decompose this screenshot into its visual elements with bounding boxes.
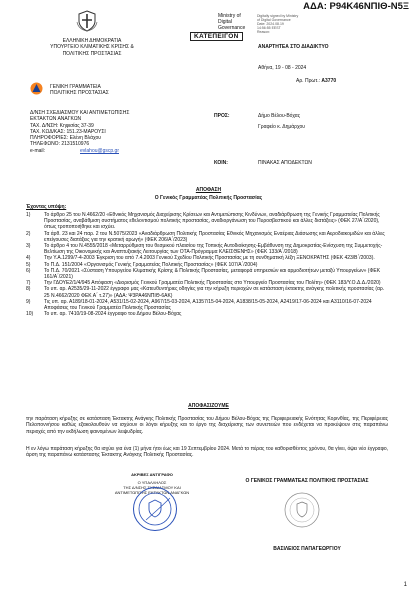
we-decide-title: ΑΠΟΦΑΣΙΖΟΥΜΕ [188,403,229,409]
org-line-1: ΕΛΛΗΝΙΚΗ ΔΗΜΟΚΡΑΤΙΑ [62,38,122,44]
sig-line2: Digital [218,19,232,25]
gscp-line-1: ΓΕΝΙΚΗ ΓΡΑΜΜΑΤΕΙΑ [50,84,101,90]
posted-online: ΑΝΑΡΤΗΤΕΑ ΣΤΟ ΔΙΑΔΙΚΤΥΟ [258,44,329,50]
sig-detail: of Digital Governance [257,18,291,22]
copy-line-3: ΤΗΣ Δ/ΝΣΗΣ ΣΧΕΔΙΑΣΜΟΥ ΚΑΙ [123,485,181,490]
item-number: 5) [26,261,31,268]
dept-line-1: Δ/ΝΣΗ ΣΧΕΔΙΑΣΜΟΥ ΚΑΙ ΑΝΤΙΜΕΤΩΠΙΣΗΣ [30,110,130,116]
list-item [26,231,388,243]
cc-value: ΠΙΝΑΚΑΣ ΑΠΟΔΕΚΤΩΝ [258,160,312,166]
protocol-number [296,78,336,84]
to-label: ΠΡΟΣ: [214,113,230,119]
item-number: 6) [26,267,31,274]
item-text: Το υπ. αρ. 7410/19-08-2024 έγγραφο του Δήμου Βέλου-Βόχας [44,311,182,318]
sig-detail: 14:56:55 EEST [257,26,281,30]
decision-subtitle: Ο Γενικός Γραμματέας Πολιτικής Προστασίας [154,195,263,201]
protocol-label: Αρ. Πρωτ.: [296,78,320,84]
sig-detail: Digitally signed by Ministry [257,14,299,18]
item-number: 2) [26,230,31,237]
ada-code: ΑΔΑ: Ρ94Κ46ΝΠΙΘ-Ν5Ξ [303,1,409,12]
item-text: Το υπ. αρ. Α2535/29-11-2022 έγγραφο μας «Κατευθυντήριες οδηγίες για την κήρυξη περιοχών σε κατάσταση έκτακτης ανάγκης πολιτικής προστασίας (αρ. 25 Ν.4662/2020 ΦΕΚ Α΄ τ.27)» (ΑΔΑ: Ψ3ΡΑ46ΝΠΙΘ-6ΑΚ) [44,286,385,299]
item-text: Το άρθρο 4 του Ν.4555/2018 «Μεταρρύθμιση του θεσμικού πλαισίου της Τοπικής Αυτοδιοίκησης-Εμβάθυνση της Δημοκρατίας-Ενίσχυση της Συμμετοχής-Βελτίωση της Οικονομικής και Αναπτυξιακής Λειτουργίας των ΟΤΑ-Πρόγραμμα ΚΛΕΙΣΘΕΝΗΣ» (ΦΕΚ 133/Α΄/2018) [44,243,383,256]
sig-detail: Date: 2024.08.19 [257,22,284,26]
list-item [26,299,388,311]
gscp-header [50,84,150,97]
org-line-2: ΥΠΟΥΡΓΕΙΟ ΚΛΙΜΑΤΙΚΗΣ ΚΡΙΣΗΣ & [50,44,134,51]
item-text: Τα άρθ. 23 και 24 παρ. 2 του Ν.5075/2023 «Αναδιάρθρωση Πολιτικής Προστασίας Εθνικός Μηχανισμός Εναέριας Διάσωσης και Αεροδιακομιδών και άλλες επείγουσες διατάξεις για την κρατική αρωγή» (ΦΕΚ 206/Α΄/2023) [44,230,385,243]
recipient-office: Γραφείο κ. Δημάρχου [258,124,305,130]
decision-title: ΑΠΟΦΑΣΗ [195,187,222,193]
decision-paragraph-2: Η εν λόγω παράταση κήρυξης θα ισχύει για ένα (1) μήνα ήτοι έως και 19 Σεπτεμβρίου 2024. Μετά το πέρας του καθορισθέντος χρόνου, θα γίνει, όψει νέο έγγραφο, άρση της παραπάνω κατάστασης Έκτακτης Ανάγκης Πολιτικής Προστασίας. [26,446,388,459]
considering-heading: Έχοντας υπόψη: [26,204,67,210]
org-header [36,38,148,57]
list-item [26,311,388,317]
digital-signature-details [257,14,303,33]
item-number: 4) [26,255,31,262]
greek-emblem-icon [76,10,98,32]
item-text: Το άρθρο 25 του Ν.4662/20 «Εθνικός Μηχανισμός Διαχείρισης Κρίσεων και Αντιμετώπισης Κινδύνων, αναδιάρθρωση της Γενικής Γραμματείας Πολιτικής Προστασίας, αναβάθμιση συστήματος εθελοντισμού πολιτικής προστασίας, αναδιοργάνωση του Πυροσβεστικού και άλλες διατάξεις» (ΦΕΚ 27/Α΄/2020), όπως τροποποιήθηκε και ισχύει. [44,212,380,231]
signer-seal-icon [282,490,322,530]
item-number: 9) [26,298,31,305]
copy-line-1: ΑΚΡΙΒΕΣ ΑΝΤΙΓΡΑΦΟ [131,472,173,477]
phone: ΤΗΛΕΦΩΝΟ: 2131510976 [30,141,90,148]
list-item [26,243,388,255]
postal-code: ΤΑΧ. ΚΩΔ/ΚΑΣ: 151.23-ΜΑΡΟΥΣΙ [30,128,106,135]
signer-title: Ο ΓΕΝΙΚΟΣ ΓΡΑΜΜΑΤΕΑΣ ΠΟΛΙΤΙΚΗΣ ΠΡΟΣΤΑΣΙΑΣ [245,478,369,484]
cc-label: ΚΟΙΝ: [214,160,228,166]
item-number: 1) [26,212,31,218]
item-text: Την Υ.Α.1299/7-4-2003 Έγκριση του από 7.4.2003 Γενικού Σχεδίου Πολιτικής Προστασίας με τη συνθηματική λέξη ΞΕΝΟΚΡΑΤΗΣ (ΦΕΚ 423/Β΄/2003). [44,255,375,262]
contact-person: ΠΛΗΡΟΦΟΡΙΕΣ: Ελένη Βλάχου [30,135,101,142]
copy-line-2: Ο ΥΠΑΛΛΗΛΟΣ [137,480,167,485]
dept-line-2: ΕΚΤΑΚΤΩΝ ΑΝΑΓΚΩΝ [30,116,82,123]
item-text: Την ΓΔΟΥΕ2/1/4/945 Απόφαση «Διορισμός Γενικού Γραμματέα Πολιτικής Προστασίας στο Υπουργείο Προστασίας του Πολίτη» (ΦΕΚ 183/Υ.Ο.Δ.Δ./2020) [44,280,381,287]
sig-line1: Ministry of [218,13,241,19]
item-text: Το Π.Δ. 151/2004 «Οργανισμός Γενικής Γραμματείας Πολιτικής Προστασίας» (ΦΕΚ 107/Α΄/2004) [44,261,258,268]
considering-list [26,212,388,317]
email-link[interactable]: evlahou@gscp.gr [80,147,119,154]
list-item [26,268,388,280]
sig-line3: Governance [218,25,246,31]
signer-name: ΒΑΣΙΛΕΙΟΣ ΠΑΠΑΓΕΩΡΓΙΟΥ [273,546,341,552]
item-number: 7) [26,280,31,287]
decision-paragraph-1: την παράταση κήρυξης σε κατάσταση Έκτακτης Ανάγκης Πολιτικής Προστασίας του Δήμου Βέλου-Βόχας της Περιφερειακής Ενότητας Κορινθίας, της Περιφέρειας Πελοποννήσου καθώς εξακολουθούν να ισχύουν οι λόγοι κήρυξης και το έργο της διαχείρισης των συνεπειών που ενδέχεται να προκύψουν στις παραπάνω περιοχές από την εκδήλωση φαινομένων λειψυδρίας. [26,416,388,435]
list-item [26,212,388,231]
item-text: Τις υπ. αρ. Α189/18-01-2024, Α531/15-02-2024, Α967/15-03-2024, Α1357/15-04-2024, Α1838/15-05-2024, Α2419/17-06-2024 και Α3110/16-07-2024 Αποφάσεις του Γενικού Γραμματέα Πολιτικής Προστασίας [44,298,372,312]
civil-protection-logo-icon [30,82,43,95]
email-label: e-mail: [30,147,46,154]
item-number: 10) [26,311,34,318]
official-seal-icon [133,487,177,531]
protocol-value: Α3770 [321,78,337,84]
list-item [26,286,388,298]
sig-detail: Reason: [257,30,271,34]
gscp-line-2: ΠΟΛΙΤΙΚΗΣ ΠΡΟΣΤΑΣΙΑΣ [50,90,109,97]
page-number: 1 [403,582,407,588]
item-text: Το Π.Δ. 70/2021 «Σύσταση Υπουργείου Κλιματικής Κρίσης & Πολιτικής Προστασίας, μεταφορά υπηρεσιών και αρμοδιοτήτων μεταξύ Υπουργείων» (ΦΕΚ 161/Α΄/2021) [44,267,381,281]
doc-date: Αθήνα, 19 - 08 - 2024 [258,65,307,71]
org-line-3: ΠΟΛΙΤΙΚΗΣ ΠΡΟΣΤΑΣΙΑΣ [62,50,122,57]
item-number: 3) [26,243,31,250]
urgent-stamp: ΚΑΤΕΠΕΙΓΟΝ [190,32,243,41]
recipient: Δήμο Βέλου-Βόχας [258,113,301,119]
department-contact [30,110,190,154]
item-number: 8) [26,286,31,293]
address: ΤΑΧ. Δ/ΝΣΗ: Κηφισίας 37-39 [30,122,94,129]
copy-line-4: ΑΝΤΙΜΕΤΩΠΙΣΗΣ ΕΚΤΑΚΤΩΝ ΑΝΑΓΚΩΝ [114,490,190,495]
